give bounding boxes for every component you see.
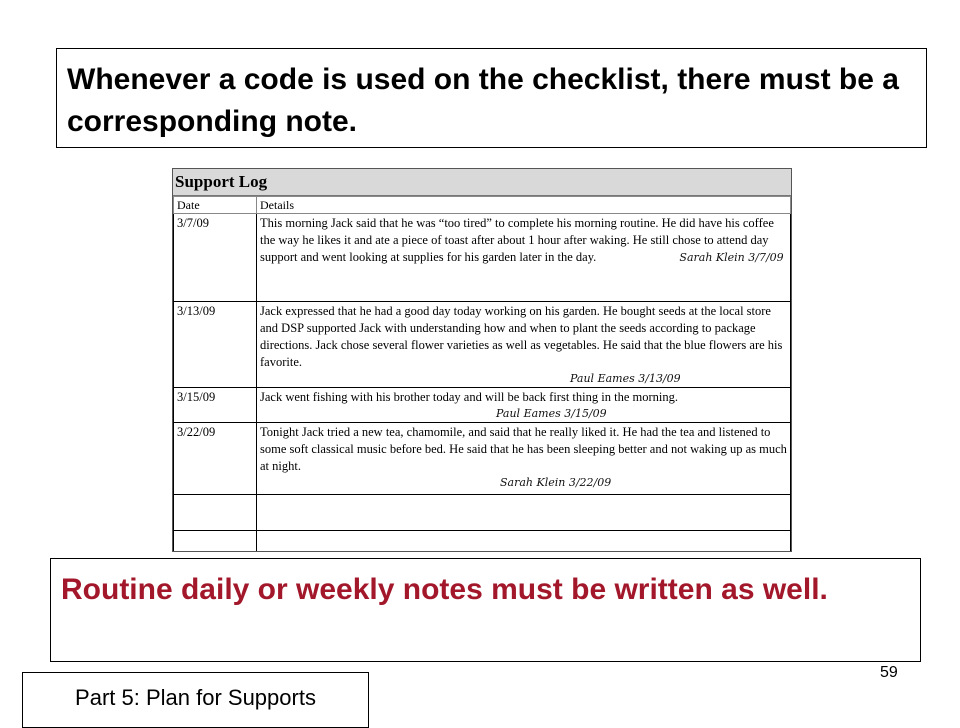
row-date: 3/13/09 [174, 302, 257, 388]
column-header-date: Date [174, 197, 257, 214]
bottom-callout: Routine daily or weekly notes must be written as well. [50, 558, 921, 662]
table-row-empty [174, 531, 791, 553]
column-header-details: Details [257, 197, 791, 214]
row-details-empty [257, 495, 791, 531]
table-row [174, 214, 791, 302]
row-details-text: Jack went fishing with his brother today and will be back first thing in the morning. [260, 390, 678, 404]
row-date: 3/7/09 [174, 214, 257, 302]
row-details-text: Jack expressed that he had a good day today working on his garden. He bought seeds at the local store and DSP supported Jack with understanding how and when to plant the seeds according to package directions. Jack chose several flower varieties as well as vegetables. He said that the blue flowers are his favorite. [260, 304, 783, 369]
signature: Sarah Klein 3/22/09 [500, 476, 612, 489]
signature: Paul Eames 3/15/09 [496, 407, 607, 420]
row-date-empty [174, 531, 257, 553]
row-details-text: This morning Jack said that he was “too tired” to complete his morning routine. He did have his coffee the way he likes it and ate a piece of toast after about 1 hour after waking. He still chose to attend day support and went looking at supplies for his garden later in the day. [260, 216, 774, 264]
row-date: 3/15/09 [174, 388, 257, 423]
support-log-title: Support Log [173, 169, 791, 196]
signature: Paul Eames 3/13/09 [570, 372, 681, 385]
table-row-empty [174, 495, 791, 531]
row-date: 3/22/09 [174, 423, 257, 495]
row-details-empty [257, 531, 791, 553]
table-row [174, 302, 791, 388]
row-details-text: Tonight Jack tried a new tea, chamomile, and said that he really liked it. He had the tea and listened to some soft classical music before bed. He said that he has been sleeping better and not waking up as much at night. [260, 425, 787, 473]
table-row [174, 388, 791, 423]
top-callout: Whenever a code is used on the checklist, there must be a corresponding note. [56, 48, 927, 148]
row-details [257, 423, 791, 495]
signature: Sarah Klein 3/7/09 [679, 251, 784, 264]
support-log [172, 168, 792, 552]
row-details [257, 302, 791, 388]
page-number: 59 [880, 664, 898, 681]
row-details [257, 388, 791, 423]
footer-section-label: Part 5: Plan for Supports [22, 672, 369, 728]
table-header-row [174, 197, 791, 214]
row-details [257, 214, 791, 302]
row-date-empty [174, 495, 257, 531]
table-row [174, 423, 791, 495]
support-log-table [173, 196, 791, 552]
